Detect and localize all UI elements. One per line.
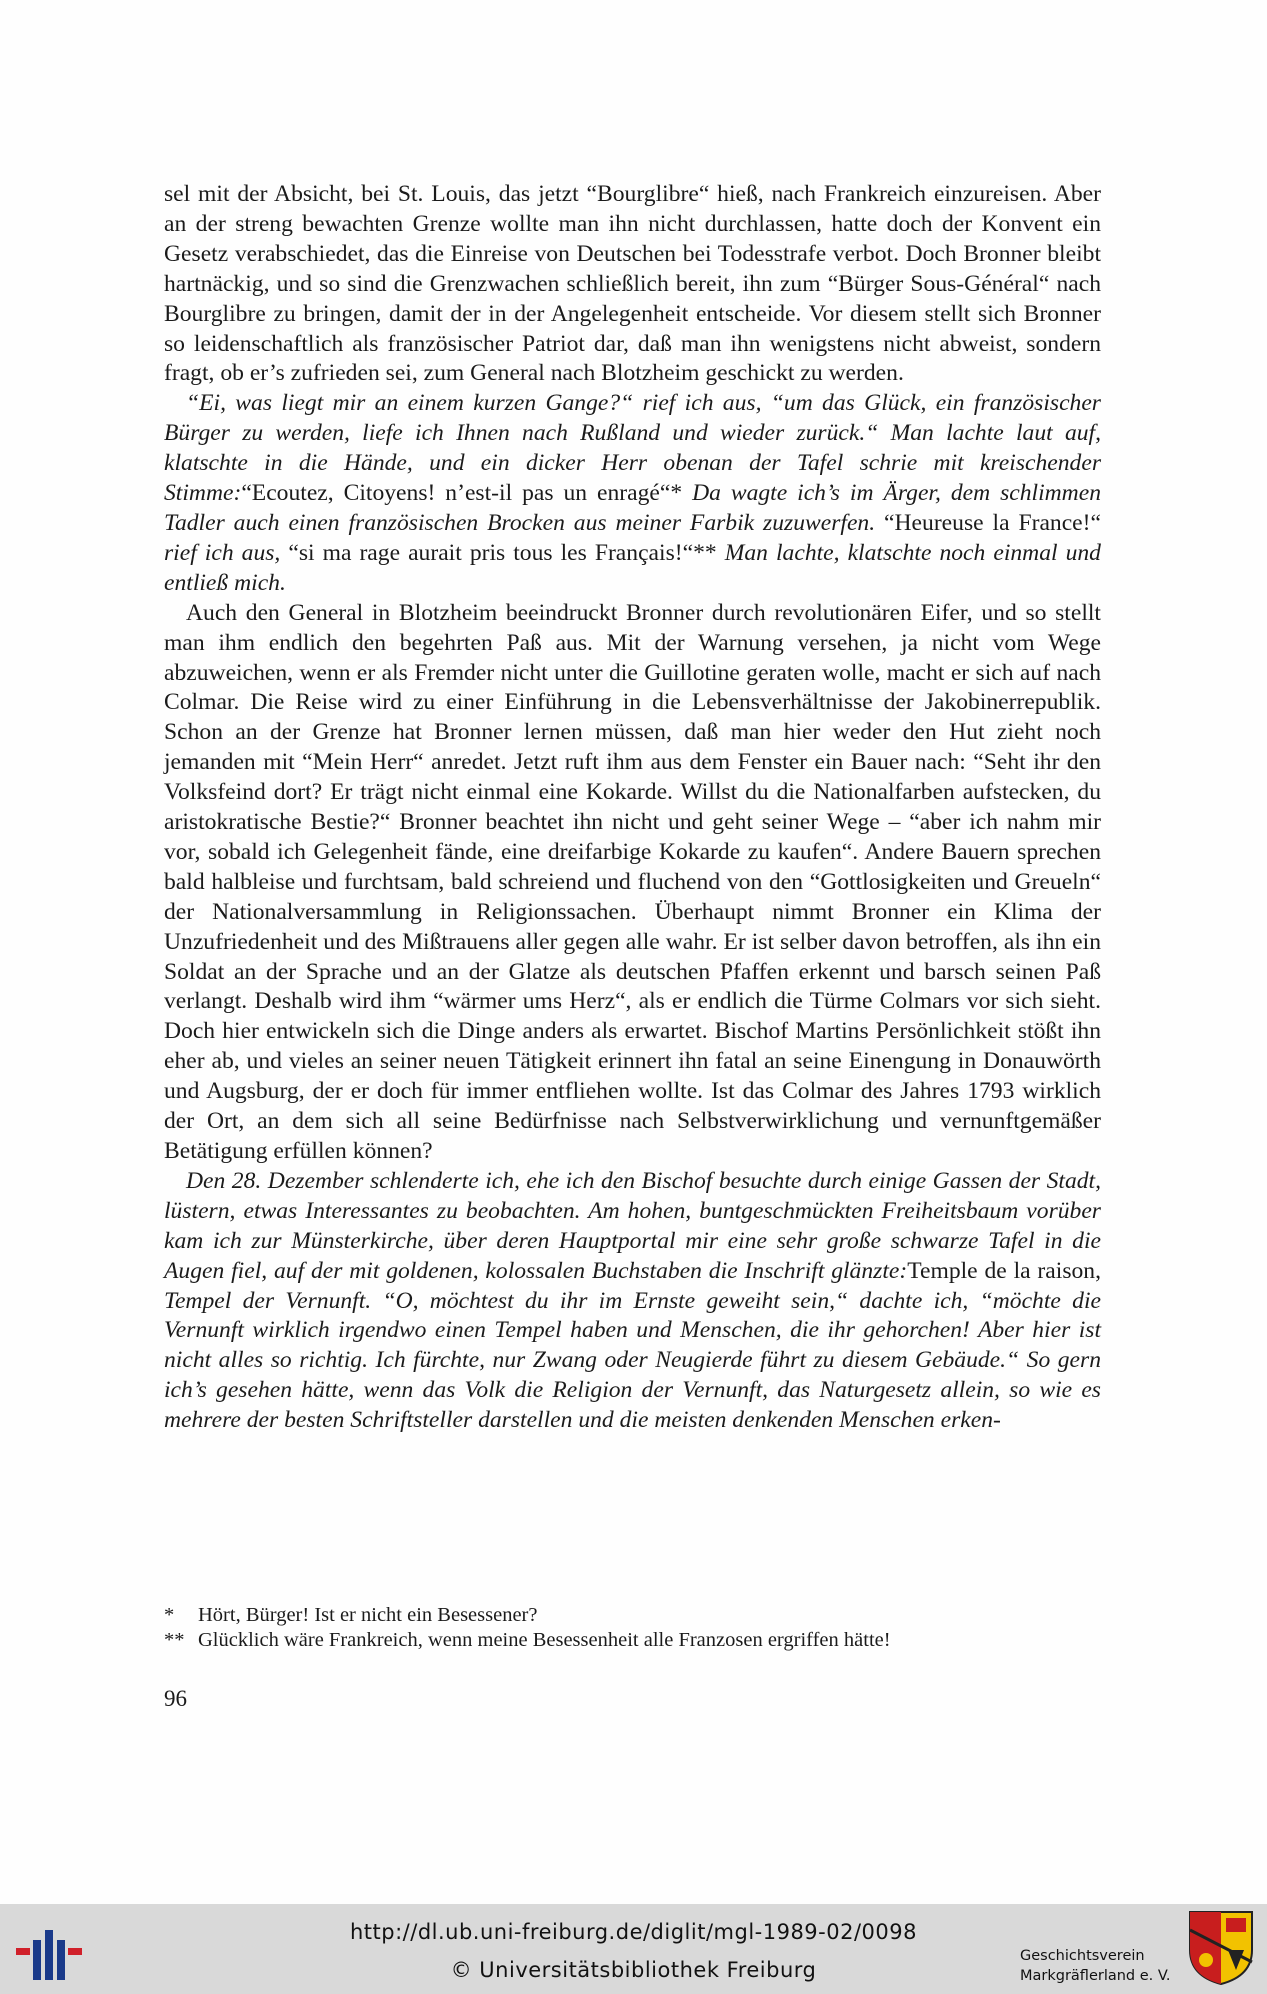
society-name [1020, 1946, 1180, 1986]
footnote-text: Glücklich wäre Frankreich, wenn meine Besessenheit alle Franzosen ergriffen hätte! [198, 1629, 891, 1651]
society-line-1: Geschichtsverein [1020, 1948, 1145, 1964]
italic-quote-segment: Man lachte, klatschte noch einmal und entließ mich. [164, 539, 1101, 596]
copyright-notice: © Universitätsbibliothek Freiburg [450, 1958, 817, 1982]
society-line-2: Markgräflerland e. V. [1020, 1968, 1171, 1984]
body-text [164, 180, 1101, 1436]
italic-quote-segment: Tempel der Vernunft. “O, möchtest du ihr im Ernste geweiht sein,“ dachte ich, “möchte die Vernunft wirklich irgendwo einen Tempel haben und Menschen, die ihr gehorchen! Aber hier ist nicht alles so richtig. Ich fürchte, nur Zwang oder Neugierde führt zu diesem Gebäude.“ So gern ich’s gesehen hätte, wenn das Volk die Religion der Vernunft, das Naturgesetz allein, so wie es mehrere der besten Schriftsteller darstellen und die meisten denkenden Menschen erken- [164, 1287, 1101, 1434]
italic-quote-segment: rief ich aus, [164, 539, 281, 566]
text-segment: “Heureuse la France!“ [875, 509, 1101, 536]
footnote [164, 1628, 1101, 1653]
text-segment: Temple de la raison, [907, 1257, 1101, 1284]
footnote-text: Hört, Bürger! Ist er nicht ein Besessener? [198, 1604, 538, 1626]
paragraph [164, 389, 1101, 598]
footnote [164, 1603, 1101, 1628]
text-segment: “Ecoutez, Citoyens! n’est-il pas un enragé“* [241, 480, 693, 507]
paragraph [164, 180, 1101, 389]
italic-quote-segment: “Ei, was liegt mir an einem kurzen Gange?“ rief ich aus, “um das Glück, ein französischer Bürger zu werden, liefe ich Ihnen nach Rußland und wieder zurück.“ Man lachte laut auf, klatschte in die Hände, und ein dicker Herr obenan der Tafel schrie mit kreischender Stimme: [164, 390, 1101, 507]
footnote-mark: ** [164, 1629, 185, 1651]
italic-quote-segment: Da wagte ich’s im Ärger, dem schlimmen Tadler auch einen französischen Brocken aus meiner Farbik zuzuwerfen. [164, 480, 1101, 536]
markgraeflerland-crest-icon [1188, 1910, 1254, 1986]
footer-bar [0, 1904, 1267, 1994]
paragraph [164, 599, 1101, 1167]
text-segment: “si ma rage aurait pris tous les Français!“** [280, 539, 725, 566]
footnotes [164, 1603, 1101, 1653]
document-url-link[interactable]: http://dl.ub.uni-freiburg.de/diglit/mgl-1989-02/0098 [349, 1920, 917, 1944]
paragraph [164, 1167, 1101, 1436]
text-segment: sel mit der Absicht, bei St. Louis, das jetzt “Bourglibre“ hieß, nach Frankreich einzureisen. Aber an der streng bewachten Grenze wollte man ihn nicht durchlassen, hatte doch der Konvent ein Gesetz verabschiedet, das die Einreise von Deutschen bei Todesstrafe verbot. Doch Bronner bleibt hartnäckig, und so sind die Grenzwachen schließlich bereit, ihn zum “Bürger Sous-Général“ nach Bourglibre zu bringen, damit der in der Angelegenheit entscheide. Vor diesem stellt sich Bronner so leidenschaftlich als französischer Patriot dar, daß man ihn wenigstens nicht abweist, sondern fragt, ob er’s zufrieden sei, zum General nach Blotzheim geschickt zu werden. [164, 181, 1101, 387]
italic-quote-segment: Den 28. Dezember schlenderte ich, ehe ich den Bischof besuchte durch einige Gassen der Stadt, lüstern, etwas Interessantes zu beobachten. Am hohen, buntgeschmückten Freiheitsbaum vorüber kam ich zur Münsterkirche, über deren Hauptportal mir eine sehr große schwarze Tafel in die Augen fiel, auf der mit goldenen, kolossalen Buchstaben die Inschrift glänzte: [164, 1167, 1101, 1284]
footnote-mark: * [164, 1604, 175, 1626]
text-segment: Auch den General in Blotzheim beeindruckt Bronner durch revolutionären Eifer, und so stellt man ihm endlich den begehrten Paß aus. Mit der Warnung versehen, ja nicht vom Wege abzuweichen, wenn er als Fremder nicht unter die Guillotine geraten wolle, macht er sich auf nach Colmar. Die Reise wird zu einer Einführung in die Lebensverhältnisse der Jakobinerrepublik. Schon an der Grenze hat Bronner lernen müssen, daß man hier weder den Hut zieht noch jemanden mit “Mein Herr“ anredet. Jetzt ruft ihm aus dem Fenster ein Bauer nach: “Seht ihr den Volksfeind dort? Er trägt nicht einmal eine Kokarde. Willst du die Nationalfarben aufstecken, du aristokratische Bestie?“ Bronner beachtet ihn nicht und geht seiner Wege – “aber ich nahm mir vor, sobald ich Gelegenheit fände, eine dreifarbige Kokarde zu kaufen“. Andere Bauern sprechen bald halbleise und furchtsam, bald schreiend und fluchend von den “Gottlosigkeiten und Greueln“ der Nationalversammlung in Religionssachen. Überhaupt nimmt Bronner ein Klima der Unzufriedenheit und des Mißtrauens aller gegen alle wahr. Er ist selber davon betroffen, als ihn ein Soldat an der Sprache und an der Glatze als deutschen Pfaffen erkennt und barsch seinen Paß verlangt. Deshalb wird ihm “wärmer ums Herz“, als er endlich die Türme Colmars vor sich sieht. Doch hier entwickeln sich die Dinge anders als erwartet. Bischof Martins Persönlichkeit stößt ihn eher ab, und vieles an seiner neuen Tätigkeit erinnert ihn fatal an seine Einengung in Donauwörth und Augsburg, der er doch für immer entfliehen wollte. Ist das Colmar des Jahres 1793 wirklich der Ort, an dem sich all seine Bedürfnisse nach Selbstverwirklichung und vernunftgemäßer Betätigung erfüllen können? [164, 599, 1101, 1164]
page-number: 96 [164, 1686, 187, 1711]
